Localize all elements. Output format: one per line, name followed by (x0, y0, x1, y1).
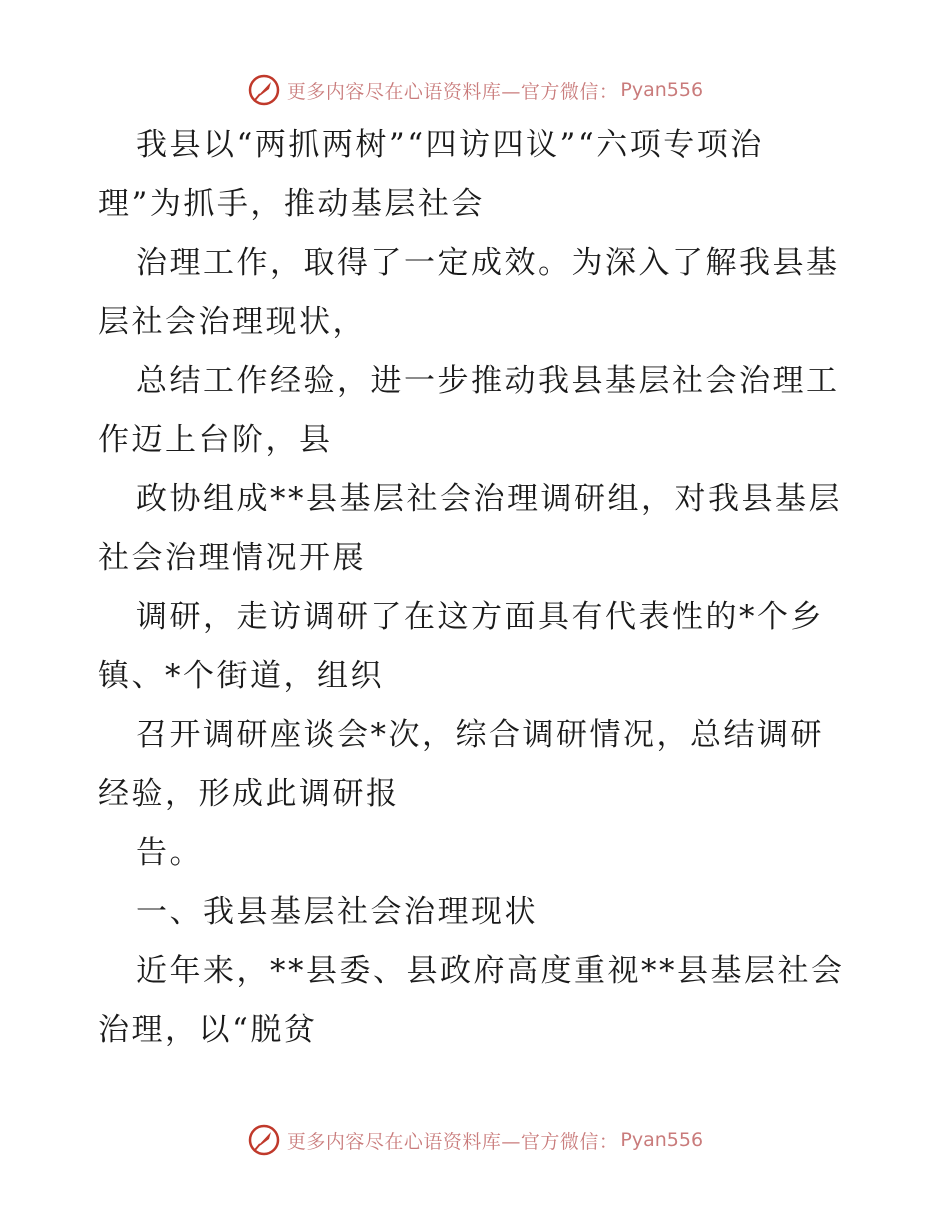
text-line: 调研，走访调研了在这方面具有代表性的*个乡 (136, 599, 824, 635)
text-line: 作迈上台阶，县 (98, 422, 333, 458)
watermark-text: 更多内容尽在心语资料库—官方微信： (286, 80, 619, 103)
text-line: 政协组成**县基层社会治理调研组，对我县基层 (136, 481, 842, 517)
text-line: 镇、*个街道，组织 (98, 658, 384, 694)
text-line: 一、我县基层社会治理现状 (136, 894, 538, 930)
header-watermark (0, 70, 950, 110)
text-line: 经验，形成此调研报 (98, 776, 400, 812)
text-line: 层社会治理现状， (98, 304, 366, 340)
quill-pen-logo-icon (247, 73, 281, 107)
text-line: 社会治理情况开展 (98, 540, 366, 576)
text-line: 我县以“两抓两树”“四访四议”“六项专项治 (136, 127, 764, 163)
watermark-text: 更多内容尽在心语资料库—官方微信： (286, 1130, 619, 1153)
quill-pen-logo-icon (247, 1123, 281, 1157)
text-line: 召开调研座谈会*次，综合调研情况，总结调研 (136, 717, 824, 753)
watermark-contact: Pyan556 (620, 1129, 704, 1151)
watermark-contact: Pyan556 (620, 79, 704, 101)
footer-watermark (0, 1120, 950, 1160)
body-text (98, 116, 858, 1060)
text-line: 总结工作经验，进一步推动我县基层社会治理工 (136, 363, 840, 399)
text-line: 理”为抓手，推动基层社会 (98, 186, 485, 222)
text-line: 治理工作，取得了一定成效。为深入了解我县基 (136, 245, 840, 281)
text-line: 治理，以“脱贫 (98, 1012, 318, 1048)
text-line: 告。 (136, 835, 203, 871)
text-line: 近年来，**县委、县政府高度重视**县基层社会 (136, 953, 845, 989)
